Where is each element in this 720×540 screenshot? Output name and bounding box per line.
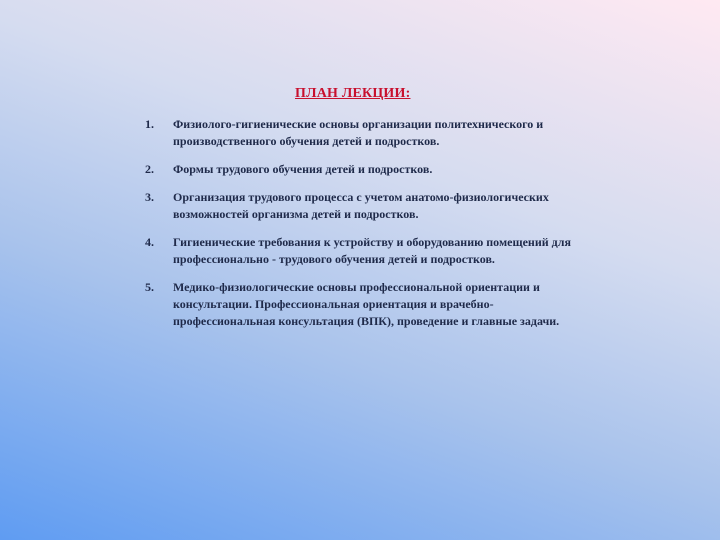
list-item	[145, 234, 585, 268]
item-text: Формы трудового обучения детей и подростков.	[173, 162, 433, 176]
item-text: Физиолого-гигиенические основы организации политехнического и производственного обучения детей и подростков.	[173, 117, 544, 148]
list-item	[145, 161, 585, 178]
item-number: 2.	[145, 162, 154, 176]
list-item	[145, 279, 585, 330]
item-text: Медико-физиологические основы профессиональной ориентации и консультации. Профессиональная ориентация и врачебно-профессиональная консультация (ВПК), проведение и главные задачи.	[173, 280, 560, 328]
lecture-plan-list	[145, 116, 585, 341]
item-text: Гигиенические требования к устройству и оборудованию помещений для профессионально - трудового обучения детей и подростков.	[173, 235, 571, 266]
item-number: 4.	[145, 235, 154, 249]
list-item	[145, 116, 585, 150]
list-item	[145, 189, 585, 223]
item-text: Организация трудового процесса с учетом анатомо-физиологических возможностей организма детей и подростков.	[173, 190, 549, 221]
slide-title: ПЛАН ЛЕКЦИИ:	[295, 86, 411, 101]
item-number: 1.	[145, 117, 154, 131]
item-number: 5.	[145, 280, 154, 294]
item-number: 3.	[145, 190, 154, 204]
